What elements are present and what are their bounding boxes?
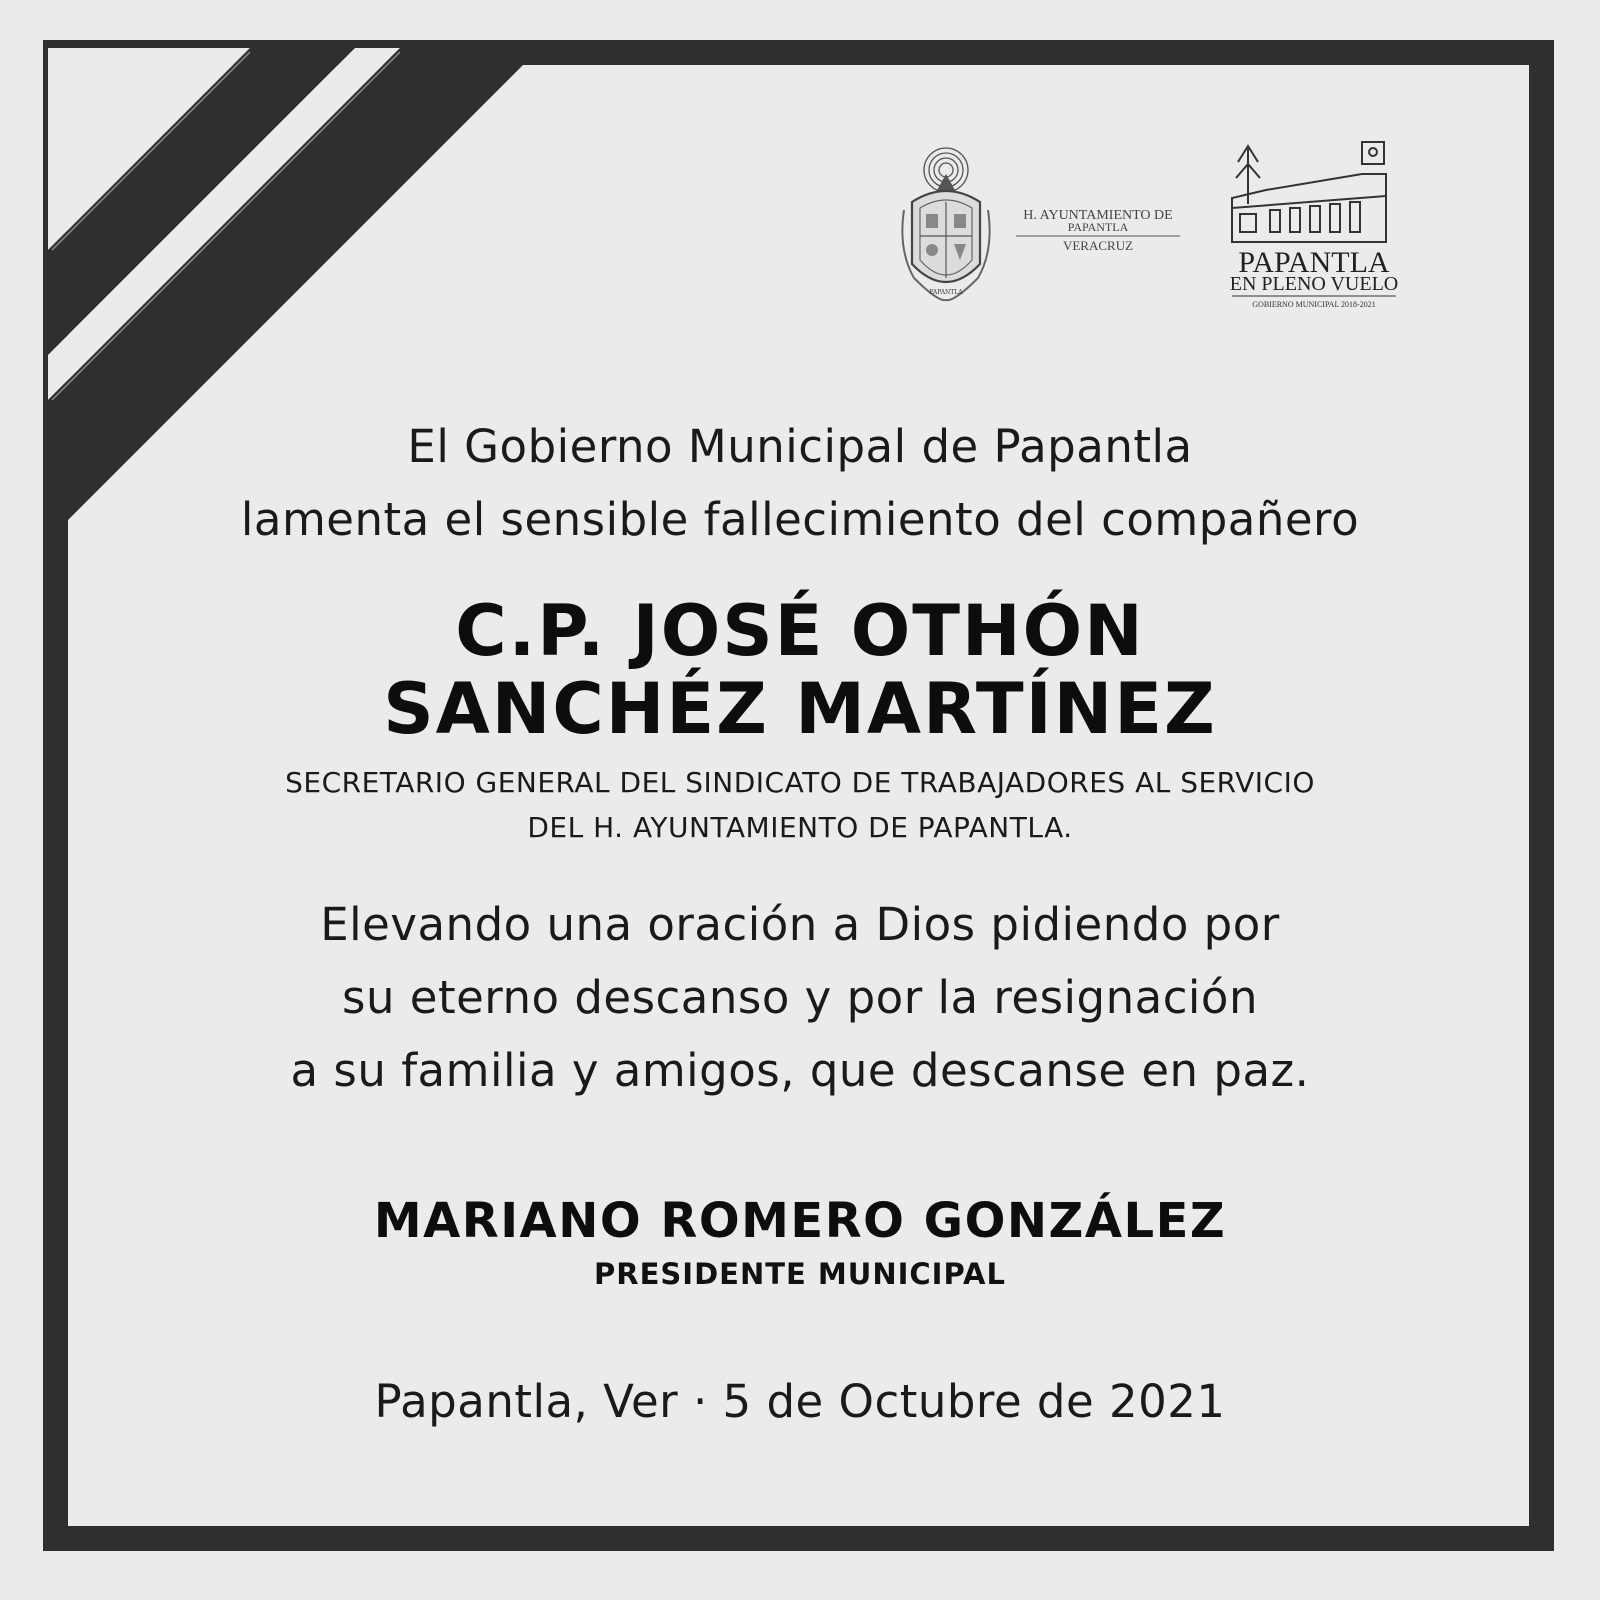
building-icon	[1232, 142, 1386, 242]
ayuntamiento-line-3: VERACRUZ	[1062, 238, 1134, 253]
seal-icon	[902, 148, 989, 300]
prayer-line: a su familia y amigos, que descanse en paz.	[290, 1044, 1310, 1097]
papantla-en-pleno-vuelo-logo	[1226, 138, 1402, 312]
seal-banner-text: PAPANTLA	[929, 289, 963, 296]
papantla-logo-subtitle: EN PLENO VUELO	[1229, 273, 1399, 295]
ayuntamiento-seal-logo	[898, 140, 1188, 308]
prayer-message	[0, 888, 1600, 1107]
signer-title: PRESIDENTE MUNICIPAL	[594, 1257, 1006, 1291]
papantla-logo-tagline: GOBIERNO MUNICIPAL 2018-2021	[1252, 300, 1376, 309]
condolence-intro	[0, 410, 1600, 556]
deceased-name-line: C.P. JOSÉ OTHÓN	[455, 590, 1145, 672]
prayer-line: Elevando una oración a Dios pidiendo por	[320, 898, 1280, 951]
deceased-role	[0, 760, 1600, 850]
prayer-line: su eterno descanso y por la resignación	[342, 971, 1258, 1024]
deceased-name	[0, 592, 1600, 748]
intro-line: lamenta el sensible fallecimiento del compañero	[240, 493, 1360, 546]
intro-line: El Gobierno Municipal de Papantla	[407, 420, 1193, 473]
signer-name: MARIANO ROMERO GONZÁLEZ	[373, 1193, 1227, 1249]
deceased-role-line: SECRETARIO GENERAL DEL SINDICATO DE TRABAJADORES AL SERVICIO	[285, 766, 1315, 799]
ayuntamiento-line-2: PAPANTLA	[1067, 220, 1129, 234]
papantla-logo-title: PAPANTLA	[1238, 246, 1390, 279]
ayuntamiento-line-1: H. AYUNTAMIENTO DE	[1023, 208, 1173, 223]
deceased-role-line: DEL H. AYUNTAMIENTO DE PAPANTLA.	[527, 811, 1073, 844]
place-date-line: Papantla, Ver · 5 de Octubre de 2021	[374, 1375, 1226, 1428]
deceased-name-line: SANCHÉZ MARTÍNEZ	[383, 668, 1217, 750]
